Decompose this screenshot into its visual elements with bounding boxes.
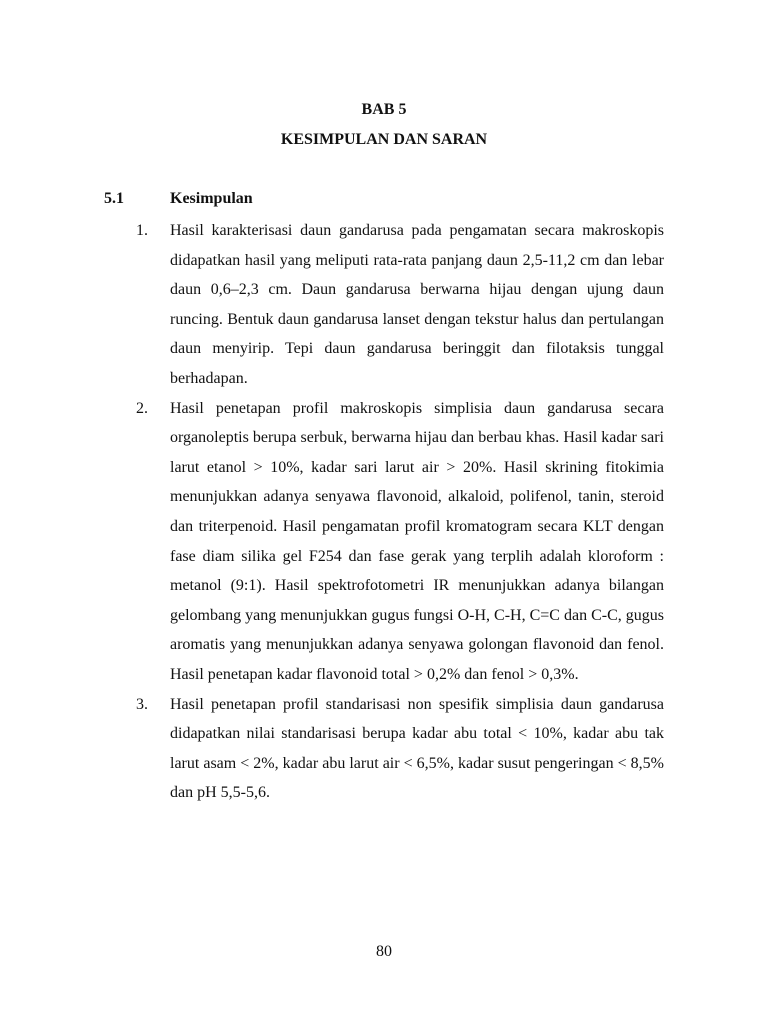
list-item-text: Hasil karakterisasi daun gandarusa pada pengamatan secara makroskopis didapatkan hasil yang meliputi rata-rata panjang daun 2,5-11,2 cm dan lebar daun 0,6–2,3 cm. Daun gandarusa berwarna hijau dengan ujung daun runcing. Bentuk daun gandarusa lanset dengan tekstur halus dan pertulangan daun menyirip. Tepi daun gandarusa beringgit dan filotaksis tunggal berhadapan.	[170, 222, 664, 387]
list-item	[136, 216, 664, 394]
chapter-number: BAB 5	[361, 101, 407, 118]
section-number: 5.1	[104, 190, 124, 207]
list-item	[136, 394, 664, 690]
list-item-number: 2.	[136, 399, 148, 417]
section-title: Kesimpulan	[170, 190, 253, 207]
list-item-number: 3.	[136, 695, 148, 713]
list-item-number: 1.	[136, 222, 148, 239]
list-item	[136, 690, 664, 808]
page-number: 80	[376, 943, 392, 960]
chapter-title: KESIMPULAN DAN SARAN	[280, 131, 488, 148]
conclusion-list	[136, 216, 664, 808]
list-item-text: Hasil penetapan profil standarisasi non spesifik simplisia daun gandarusa didapatkan nilai standarisasi berupa kadar abu total < 10%, kadar abu tak larut asam < 2%, kadar abu larut air < 6,5%, kadar susut pengeringan < 8,5% dan pH 5,5-5,6.	[170, 695, 664, 802]
list-item-text: Hasil penetapan profil makroskopis simplisia daun gandarusa secara organoleptis berupa serbuk, berwarna hijau dan berbau khas. Hasil kadar sari larut etanol > 10%, kadar sari larut air > 20%. Hasil skrining fitokimia menunjukkan adanya senyawa flavonoid, alkaloid, polifenol, tanin, steroid dan triterpenoid. Hasil pengamatan profil kromatogram secara KLT dengan fase diam silika gel F254 dan fase gerak yang terplih adalah kloroform : metanol (9:1). Hasil spektrofotometri IR menunjukkan adanya bilangan gelombang yang menunjukkan gugus fungsi O-H, C-H, C=C dan C-C, gugus aromatis yang menunjukkan adanya senyawa golongan flavonoid dan fenol. Hasil penetapan kadar flavonoid total > 0,2% dan fenol > 0,3%.	[170, 399, 664, 683]
